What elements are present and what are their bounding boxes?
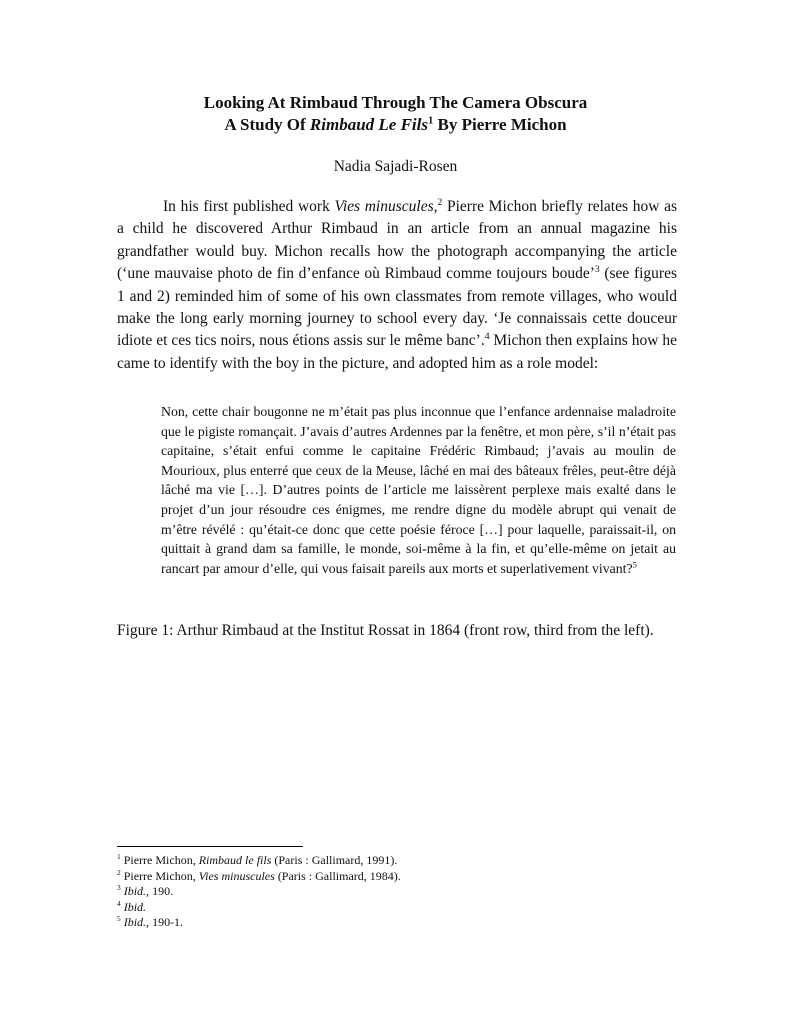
footnote-ref-1[interactable]: 1 xyxy=(428,115,434,127)
footnote xyxy=(117,884,401,900)
footnote-ref-2[interactable]: 2 xyxy=(437,196,443,208)
footnote-work: Rimbaud le fils xyxy=(198,853,272,867)
footnote-ref-4[interactable]: 4 xyxy=(484,331,490,343)
paragraph-text: Pierre Michon briefly relates how as a child he discovered Arthur Rimbaud in an article from an annual magazine his grandfather would buy. Michon recalls how the photograph accompanying the article (‘une mauvaise photo de fin d’enfance où Rimbaud comme toujours boude’ xyxy=(117,198,677,283)
footnote-number: 1 xyxy=(117,852,121,861)
paragraph-1 xyxy=(117,196,677,375)
subtitle-work: Rimbaud Le Fils xyxy=(309,115,428,134)
footnote-work: Ibid., xyxy=(123,884,150,898)
footnote-number: 3 xyxy=(117,883,121,892)
author-name: Nadia Sajadi-Rosen xyxy=(333,158,458,175)
footnote-text: 190-1. xyxy=(149,915,184,929)
footnotes xyxy=(117,853,401,931)
footnote-work: Ibid., xyxy=(123,915,150,929)
paper-subtitle xyxy=(0,114,791,136)
footnote-text: Pierre Michon, xyxy=(120,853,199,867)
subtitle-suffix: By Pierre Michon xyxy=(433,115,567,134)
footnote-work: Vies minuscules xyxy=(198,868,275,883)
paragraph-text: (see figures 1 and 2) reminded him of some of his own classmates from remote villages, who would make the long early morning journey to school every day. ‘Je connaissais cette douceur idiote et ces tics noirs, nous étions assis sur le même banc’. xyxy=(117,265,677,350)
footnote xyxy=(117,915,401,931)
footnote-number: 4 xyxy=(117,898,121,908)
quote-text: Non, cette chair bougonne ne m’était pas plus inconnue que l’enfance ardennaise maladroite que le pigiste romançait. J’avais d’autres Ardennes par la fenêtre, et mon père, s’il n’était pas capitaine, s’était enfui comme le capitaine Frédéric Rimbaud; j’avais au moulin de Mourioux, plus enterré que ceux de la Meuse, lâché en mai des bâteaux frêles, peut-être déjà lâché ma vie […]. D’autres points de l’article me laissèrent perplexe mais exalté dans le projet d’un jour résoudre ces énigmes, me rendre digne du modèle abrupt qui venait de m’être révélé : qu’était-ce donc que cette poésie féroce […] pour laquelle, paraissait-il, on quittait à grand dam sa famille, le monde, soi-même à la fin, et qu’elle-même on jetait au rancart par amour d’elle, qui vous faisait pareils aux morts et superlativement vivant? xyxy=(161,404,676,576)
footnote-text: Pierre Michon, xyxy=(120,868,199,883)
footnote xyxy=(117,900,401,916)
body-text xyxy=(117,196,677,375)
paragraph-text: , xyxy=(433,198,438,215)
footnote-number: 2 xyxy=(117,867,121,877)
title-line-1: Looking At Rimbaud Through The Camera Obscura xyxy=(203,93,588,112)
footnote-text: (Paris : Gallimard, 1991). xyxy=(271,853,398,867)
subtitle-prefix: A Study Of xyxy=(224,115,310,134)
paragraph-text: In his first published work xyxy=(163,198,335,215)
footnote-ref-3[interactable]: 3 xyxy=(594,264,600,276)
footnote xyxy=(117,869,401,885)
paper-title xyxy=(0,92,791,114)
footnote-text: (Paris : Gallimard, 1984). xyxy=(274,868,401,883)
footnote-separator xyxy=(117,846,303,847)
block-quote xyxy=(161,402,676,578)
paragraph-text: Michon then explains how he came to identify with the boy in the picture, and adopted him as a role model: xyxy=(117,332,677,372)
work-title: Vies minuscules xyxy=(334,198,434,215)
footnote-work: Ibid. xyxy=(123,899,147,914)
quote-paragraph xyxy=(161,402,676,578)
footnote-number: 5 xyxy=(117,914,121,923)
footnote xyxy=(117,853,401,869)
figure-caption: Figure 1: Arthur Rimbaud at the Institut Rossat in 1864 (front row, third from the left). xyxy=(117,622,654,639)
footnote-ref-5[interactable]: 5 xyxy=(632,559,637,570)
footnote-text: 190. xyxy=(149,884,174,898)
